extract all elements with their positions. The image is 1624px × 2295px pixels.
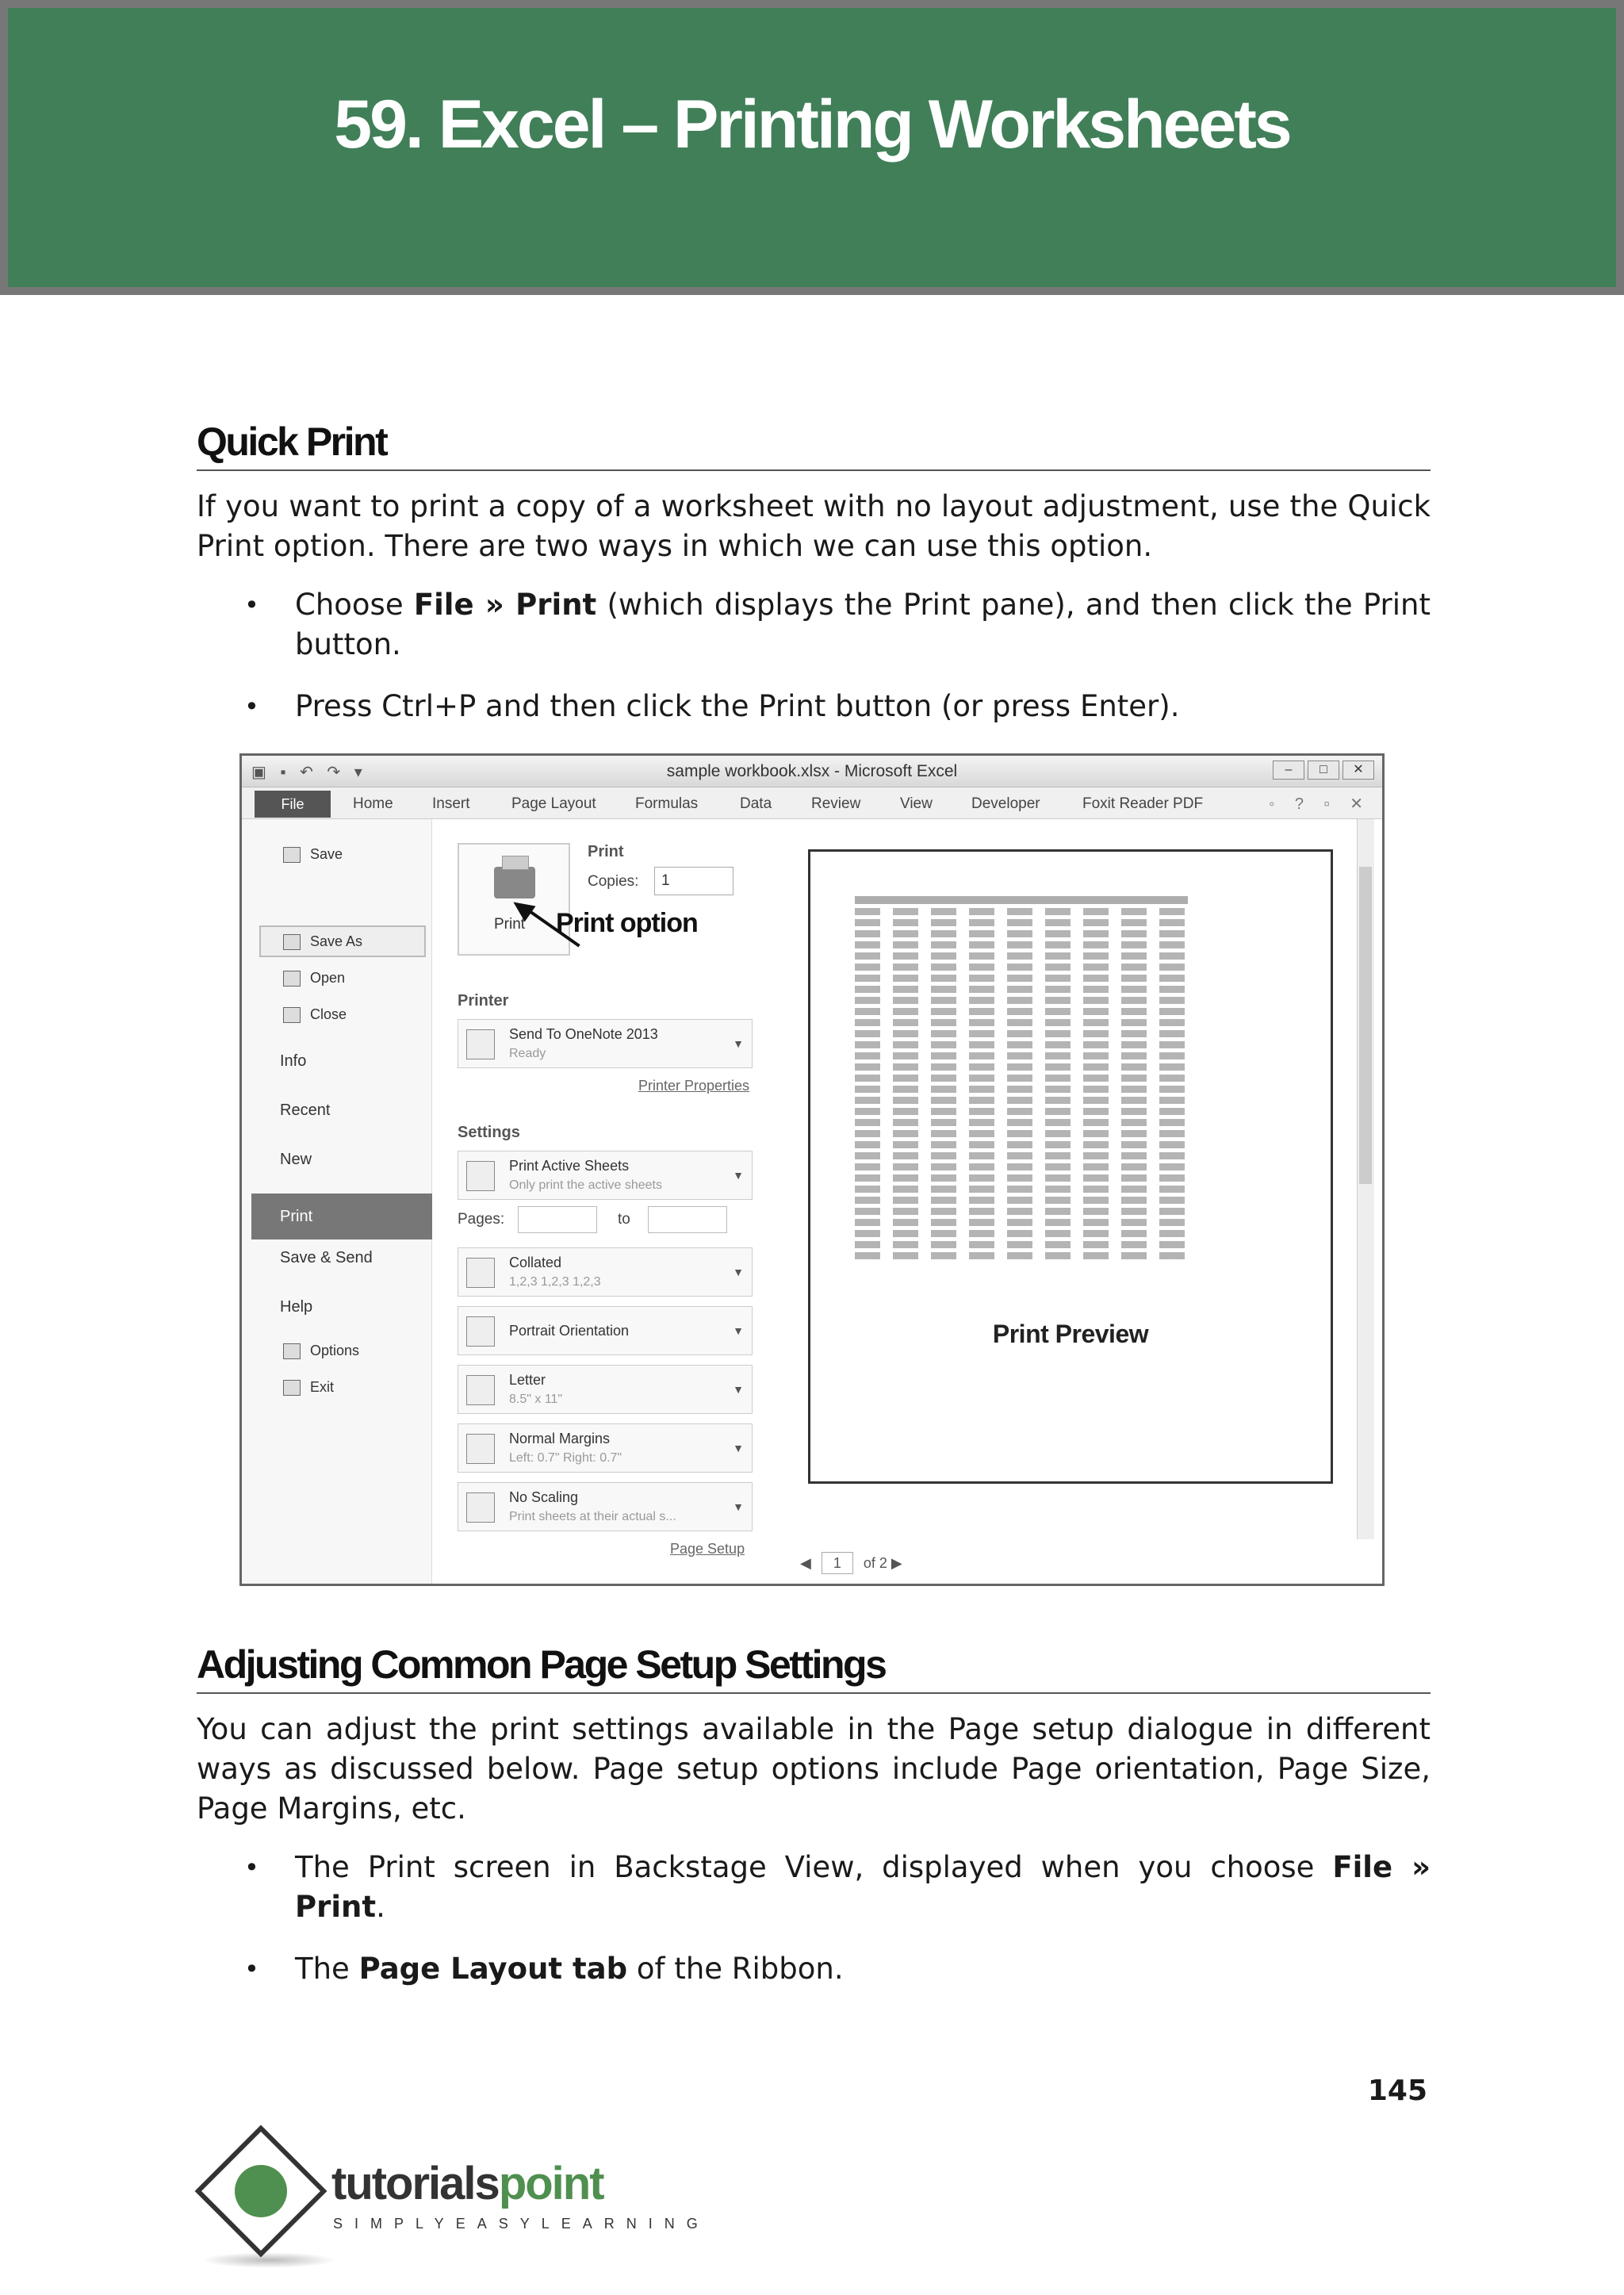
bullet-page-layout-tab xyxy=(197,1949,1431,1989)
setting-subtitle: 8.5" x 11" xyxy=(509,1393,563,1406)
backstage-item-new[interactable]: New xyxy=(280,1151,312,1168)
setting-title: Normal Margins xyxy=(509,1431,611,1446)
chevron-down-icon: ▼ xyxy=(733,1169,744,1182)
print-section-label: Print xyxy=(588,843,624,860)
page-setup-bullets xyxy=(197,1848,1431,1989)
print-active-sheets-select[interactable] xyxy=(458,1151,753,1200)
preview-row xyxy=(855,1174,1188,1182)
tab-view[interactable]: View xyxy=(900,795,933,812)
logo-tagline: SIMPLYEASYLEARNING xyxy=(333,2216,710,2232)
bold-page-layout-tab: Page Layout tab xyxy=(358,1952,628,1986)
separator: » xyxy=(1392,1850,1431,1884)
collated-select[interactable] xyxy=(458,1247,753,1297)
maximize-icon[interactable]: □ xyxy=(1308,761,1339,780)
preview-row xyxy=(855,930,1188,937)
paper-icon xyxy=(466,1375,495,1405)
preview-pager xyxy=(800,1552,902,1574)
setting-title: Portrait Orientation xyxy=(509,1323,630,1339)
pages-label: Pages: xyxy=(458,1211,505,1228)
bold-print: Print xyxy=(295,1890,377,1924)
window-controls xyxy=(1273,761,1374,780)
scaling-select[interactable] xyxy=(458,1482,753,1531)
bullet-text: (which displays the Print pane), and then click the Print button. xyxy=(295,588,1431,661)
backstage-item-label: Open xyxy=(310,970,346,986)
preview-row xyxy=(855,964,1188,971)
copies-label: Copies: xyxy=(588,873,639,890)
preview-row xyxy=(855,941,1188,948)
printer-status: Ready xyxy=(509,1047,546,1060)
backstage-item-label: Close xyxy=(310,1006,347,1022)
section-heading-quick-print: Quick Print xyxy=(197,419,1431,471)
tab-developer[interactable]: Developer xyxy=(971,795,1040,812)
preview-row xyxy=(855,1086,1188,1093)
separator: » xyxy=(473,588,516,622)
backstage-item-info[interactable]: Info xyxy=(280,1052,307,1070)
bullet-text: The xyxy=(295,1952,359,1986)
preview-row xyxy=(855,1241,1188,1248)
pages-to-input[interactable] xyxy=(648,1206,727,1233)
section-heading-page-setup: Adjusting Common Page Setup Settings xyxy=(197,1642,1431,1694)
page-setup-intro: You can adjust the print settings available in the Page setup dialogue in different ways as discussed below. Page setup options include Page orientation, Page Size, Page Margins, etc. xyxy=(197,1712,1431,1826)
bold-print: Print xyxy=(515,588,597,622)
collate-icon xyxy=(466,1258,495,1288)
logo-wordmark xyxy=(331,2157,603,2210)
preview-row xyxy=(855,1063,1188,1071)
preview-row xyxy=(855,952,1188,960)
preview-row xyxy=(855,1008,1188,1015)
margins-icon xyxy=(466,1434,495,1464)
preview-row xyxy=(855,919,1188,926)
logo-word-point: point xyxy=(498,2158,603,2209)
bold-file: File xyxy=(1332,1850,1393,1884)
settings-heading: Settings xyxy=(458,1124,520,1141)
preview-row xyxy=(855,1119,1188,1126)
backstage-item-label: Options xyxy=(310,1343,360,1358)
bullet-text: Choose xyxy=(295,588,414,622)
tab-insert[interactable]: Insert xyxy=(432,795,470,812)
preview-row xyxy=(855,975,1188,982)
preview-row xyxy=(855,1019,1188,1026)
backstage-nav xyxy=(242,819,432,1584)
options-icon xyxy=(283,1343,301,1359)
page-number: 145 xyxy=(1367,2075,1427,2107)
printer-icon xyxy=(494,867,535,898)
help-icon[interactable]: ◦ ? ▫ ✕ xyxy=(1269,795,1371,813)
chevron-down-icon: ▼ xyxy=(733,1037,744,1050)
preview-row xyxy=(855,1208,1188,1215)
backstage-item-save[interactable] xyxy=(283,846,343,863)
backstage-item-close[interactable] xyxy=(283,1006,347,1023)
preview-row xyxy=(855,1075,1188,1082)
print-button[interactable] xyxy=(458,843,570,956)
preview-row xyxy=(855,908,1188,915)
backstage-item-save-as[interactable] xyxy=(283,933,362,950)
portrait-icon xyxy=(466,1316,495,1347)
close-icon[interactable]: ✕ xyxy=(1342,761,1374,780)
margins-select[interactable] xyxy=(458,1423,753,1473)
chapter-banner xyxy=(0,0,1624,295)
print-button-label: Print xyxy=(494,916,526,933)
sheets-icon xyxy=(466,1161,495,1191)
printer-device-icon xyxy=(466,1029,495,1059)
printer-properties-link[interactable]: Printer Properties xyxy=(638,1078,750,1094)
bold-file: File xyxy=(413,588,474,622)
backstage-item-recent[interactable]: Recent xyxy=(280,1102,331,1119)
tutorialspoint-logo xyxy=(197,2133,710,2276)
bullet-backstage-print xyxy=(197,1848,1431,1927)
backstage-item-label: Save xyxy=(310,846,343,862)
bullet-choose-file-print xyxy=(197,585,1431,665)
quick-access-toolbar: ▣ ▪ ↶ ↷ ▾ xyxy=(251,764,367,781)
chapter-title: 59. Excel – Printing Worksheets xyxy=(334,86,1290,163)
preview-row xyxy=(855,1163,1188,1170)
tab-foxit-reader-pdf[interactable]: Foxit Reader PDF xyxy=(1082,795,1204,812)
logo-word-tutorials: tutorials xyxy=(331,2158,499,2209)
preview-row xyxy=(855,1219,1188,1226)
setting-title: Letter xyxy=(509,1372,546,1388)
print-settings-pane xyxy=(432,819,773,1584)
section-page-setup xyxy=(197,1642,1431,2011)
backstage-item-exit[interactable] xyxy=(283,1379,334,1396)
tab-page-layout[interactable]: Page Layout xyxy=(511,795,596,812)
preview-row xyxy=(855,1152,1188,1159)
setting-subtitle: Left: 0.7" Right: 0.7" xyxy=(509,1451,622,1465)
setting-title: Print Active Sheets xyxy=(509,1158,630,1174)
backstage-item-label: Exit xyxy=(310,1379,335,1395)
copies-input[interactable]: 1 xyxy=(654,867,733,895)
backstage-item-label: Save As xyxy=(310,933,363,949)
preview-scrollbar[interactable] xyxy=(1357,819,1374,1539)
preview-row xyxy=(855,986,1188,993)
chevron-down-icon: ▼ xyxy=(733,1442,744,1454)
tab-file[interactable]: File xyxy=(255,791,331,818)
paper-size-select[interactable] xyxy=(458,1365,753,1414)
backstage-item-print[interactable]: Print xyxy=(251,1193,432,1239)
chevron-down-icon: ▼ xyxy=(733,1500,744,1513)
open-folder-icon xyxy=(283,971,301,987)
next-page-icon[interactable]: ▶ xyxy=(891,1555,902,1571)
logo-book-icon xyxy=(235,2165,287,2217)
preview-row xyxy=(855,896,1188,904)
setting-subtitle: Only print the active sheets xyxy=(509,1178,662,1192)
page-setup-link[interactable]: Page Setup xyxy=(670,1541,745,1557)
backstage-item-save-send[interactable]: Save & Send xyxy=(280,1249,373,1266)
chevron-down-icon: ▼ xyxy=(733,1266,744,1278)
preview-row xyxy=(855,1186,1188,1193)
bullet-text: . xyxy=(376,1890,385,1924)
backstage-item-open[interactable] xyxy=(283,970,345,987)
excel-print-screenshot xyxy=(239,753,1385,1586)
close-folder-icon xyxy=(283,1007,301,1023)
pages-from-input[interactable] xyxy=(518,1206,597,1233)
printer-name: Send To OneNote 2013 xyxy=(509,1026,658,1042)
tab-home[interactable]: Home xyxy=(353,795,393,812)
preview-row xyxy=(855,1197,1188,1204)
section-quick-print xyxy=(197,419,1431,749)
orientation-select[interactable] xyxy=(458,1306,753,1355)
print-preview-sheet xyxy=(808,849,1333,1484)
tab-formulas[interactable]: Formulas xyxy=(635,795,699,812)
prev-page-icon[interactable]: ◀ xyxy=(800,1555,811,1571)
preview-row xyxy=(855,1030,1188,1037)
backstage-item-help[interactable]: Help xyxy=(280,1298,313,1316)
window-title: sample workbook.xlsx - Microsoft Excel xyxy=(666,762,958,780)
preview-row xyxy=(855,1041,1188,1048)
setting-title: Collated xyxy=(509,1255,562,1270)
preview-row xyxy=(855,1252,1188,1259)
scrollbar-thumb[interactable] xyxy=(1359,867,1372,1184)
print-preview-pane xyxy=(773,819,1382,1584)
preview-row xyxy=(855,1130,1188,1137)
callout-print-preview: Print Preview xyxy=(992,1320,1149,1348)
setting-title: No Scaling xyxy=(509,1489,579,1505)
ribbon-tabs xyxy=(242,787,1382,819)
chevron-down-icon: ▼ xyxy=(733,1324,744,1337)
current-page-input[interactable]: 1 xyxy=(822,1552,853,1574)
page-total: of 2 xyxy=(863,1555,887,1571)
exit-icon xyxy=(283,1380,301,1396)
callout-print-option: Print option xyxy=(556,908,698,938)
printer-heading: Printer xyxy=(458,992,509,1010)
bullet-text: The Print screen in Backstage View, displayed when you choose xyxy=(295,1850,1333,1884)
preview-row xyxy=(855,997,1188,1004)
save-icon xyxy=(283,847,301,863)
tab-data[interactable]: Data xyxy=(740,795,772,812)
window-titlebar xyxy=(242,756,1382,787)
quick-print-bullets xyxy=(197,585,1431,726)
scaling-icon xyxy=(466,1492,495,1523)
setting-subtitle: Print sheets at their actual s... xyxy=(509,1510,676,1523)
preview-row xyxy=(855,1097,1188,1104)
chapter-banner-inner xyxy=(8,8,1616,287)
logo-shadow xyxy=(201,2252,336,2268)
quick-print-intro: If you want to print a copy of a worksheet with no layout adjustment, use the Quick Print option. There are two ways in which we can use this option. xyxy=(197,489,1431,563)
preview-row xyxy=(855,1108,1188,1115)
preview-row xyxy=(855,1230,1188,1237)
preview-row xyxy=(855,1141,1188,1148)
backstage-item-options[interactable] xyxy=(283,1343,359,1359)
preview-table xyxy=(855,896,1188,1263)
save-as-icon xyxy=(283,934,301,950)
bullet-press-ctrl-p: • Press Ctrl+P and then click the Print button (or press Enter). xyxy=(197,687,1431,726)
chevron-down-icon: ▼ xyxy=(733,1383,744,1396)
preview-row xyxy=(855,1052,1188,1059)
minimize-icon[interactable]: – xyxy=(1273,761,1304,780)
pages-to-label: to xyxy=(618,1211,630,1228)
setting-subtitle: 1,2,3 1,2,3 1,2,3 xyxy=(509,1275,601,1289)
printer-select[interactable] xyxy=(458,1019,753,1068)
tab-review[interactable]: Review xyxy=(811,795,861,812)
bullet-text: of the Ribbon. xyxy=(627,1952,844,1986)
